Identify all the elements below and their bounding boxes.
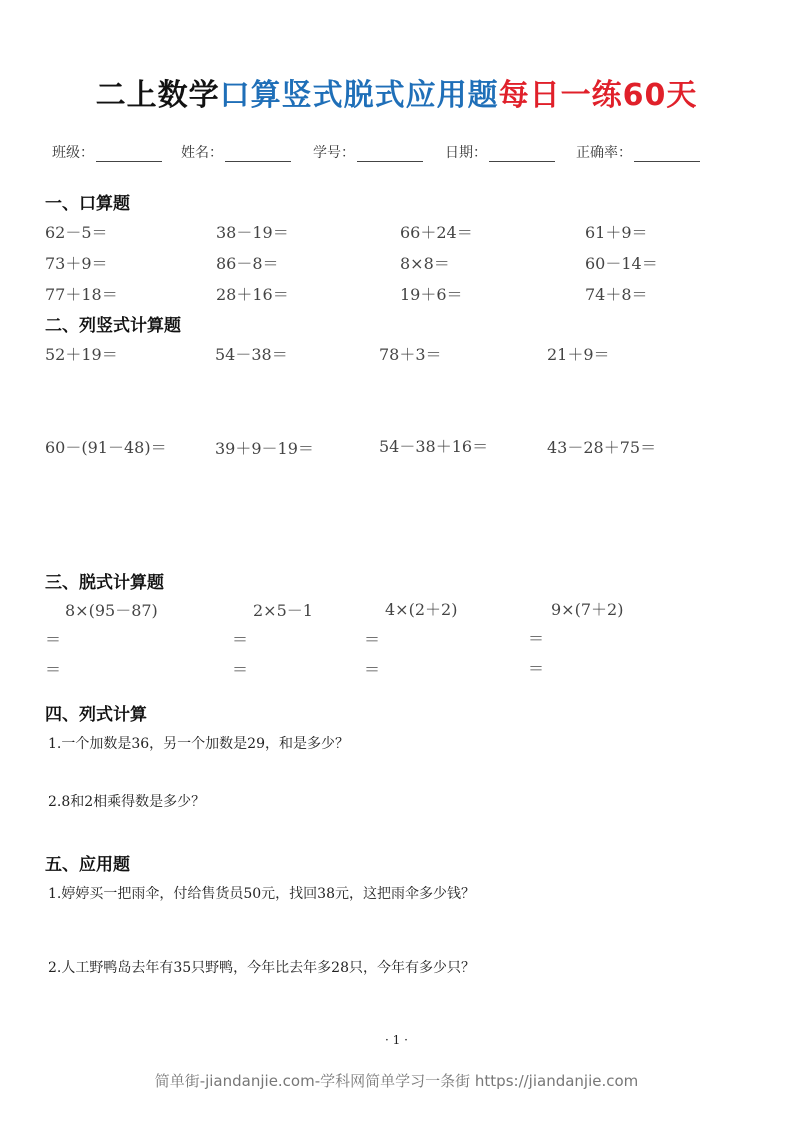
blank-line[interactable] [225, 147, 291, 162]
stepwise-item: 4×(2＋2) [385, 600, 458, 619]
accuracy-field [576, 142, 700, 162]
field-label: 学号： [313, 145, 355, 161]
blank-line[interactable] [96, 147, 162, 162]
vertical-item: 54－38＝ [215, 345, 288, 364]
footer-watermark: 简单街-jiandanjie.com-学科网简单学习一条街 https://jiandanjie.com [154, 1072, 639, 1090]
question: 2.人工野鸭岛去年有35只野鸭，今年比去年多28只，今年有多少只？ [48, 960, 475, 976]
section-heading-formula: 四、列式计算 [45, 705, 147, 725]
title-part-3: 每日一练60天 [498, 78, 698, 113]
section-heading-oral: 一、口算题 [45, 194, 130, 214]
student-number-field [313, 142, 423, 162]
field-label: 姓名： [181, 145, 223, 161]
equals-sign: ＝ [364, 630, 381, 649]
equals-sign: ＝ [364, 660, 381, 679]
vertical-item: 52＋19＝ [45, 345, 118, 364]
stepwise-item: 8×(95－87) [65, 601, 158, 620]
oral-item: 60－14＝ [585, 254, 658, 273]
equals-sign: ＝ [45, 660, 62, 679]
name-field [181, 142, 291, 162]
field-label: 正确率： [576, 145, 632, 161]
section-heading-vertical: 二、列竖式计算题 [45, 316, 181, 336]
question: 2.8和2相乘得数是多少？ [48, 794, 206, 810]
equals-sign: ＝ [232, 660, 249, 679]
oral-item: 8×8＝ [400, 254, 450, 273]
section-heading-stepwise: 三、脱式计算题 [45, 573, 164, 593]
oral-item: 62－5＝ [45, 223, 108, 242]
vertical-item: 43－28＋75＝ [547, 438, 657, 457]
question: 1.一个加数是36，另一个加数是29，和是多少？ [48, 736, 349, 752]
class-field [52, 142, 162, 162]
section-heading-word-problems: 五、应用题 [45, 855, 130, 875]
question: 1.婷婷买一把雨伞，付给售货员50元，找回38元，这把雨伞多少钱？ [48, 886, 475, 902]
page-title [0, 70, 793, 114]
vertical-item: 54－38＋16＝ [379, 437, 489, 456]
vertical-item: 78＋3＝ [379, 345, 442, 364]
equals-sign: ＝ [45, 630, 62, 649]
vertical-item: 60－(91－48)＝ [45, 438, 167, 457]
oral-item: 66＋24＝ [400, 223, 473, 242]
oral-item: 86－8＝ [216, 254, 279, 273]
date-field [445, 142, 555, 162]
oral-item: 28＋16＝ [216, 285, 289, 304]
oral-item: 73＋9＝ [45, 254, 108, 273]
oral-item: 38－19＝ [216, 223, 289, 242]
oral-item: 77＋18＝ [45, 285, 118, 304]
equals-sign: ＝ [528, 629, 545, 648]
stepwise-item: 9×(7＋2) [551, 600, 624, 619]
field-label: 日期： [445, 145, 487, 161]
oral-item: 19＋6＝ [400, 285, 463, 304]
vertical-item: 39＋9－19＝ [215, 439, 314, 458]
blank-line[interactable] [634, 147, 700, 162]
oral-item: 74＋8＝ [585, 285, 648, 304]
field-label: 班级： [52, 145, 94, 161]
blank-line[interactable] [489, 147, 555, 162]
title-part-2: 口算竖式脱式应用题 [219, 78, 499, 113]
equals-sign: ＝ [232, 630, 249, 649]
oral-item: 61＋9＝ [585, 223, 648, 242]
vertical-item: 21＋9＝ [547, 345, 610, 364]
stepwise-item: 2×5－1 [253, 601, 313, 620]
page-number: · 1 · [385, 1033, 408, 1047]
title-part-1: 二上数学 [95, 78, 220, 113]
equals-sign: ＝ [528, 659, 545, 678]
blank-line[interactable] [357, 147, 423, 162]
